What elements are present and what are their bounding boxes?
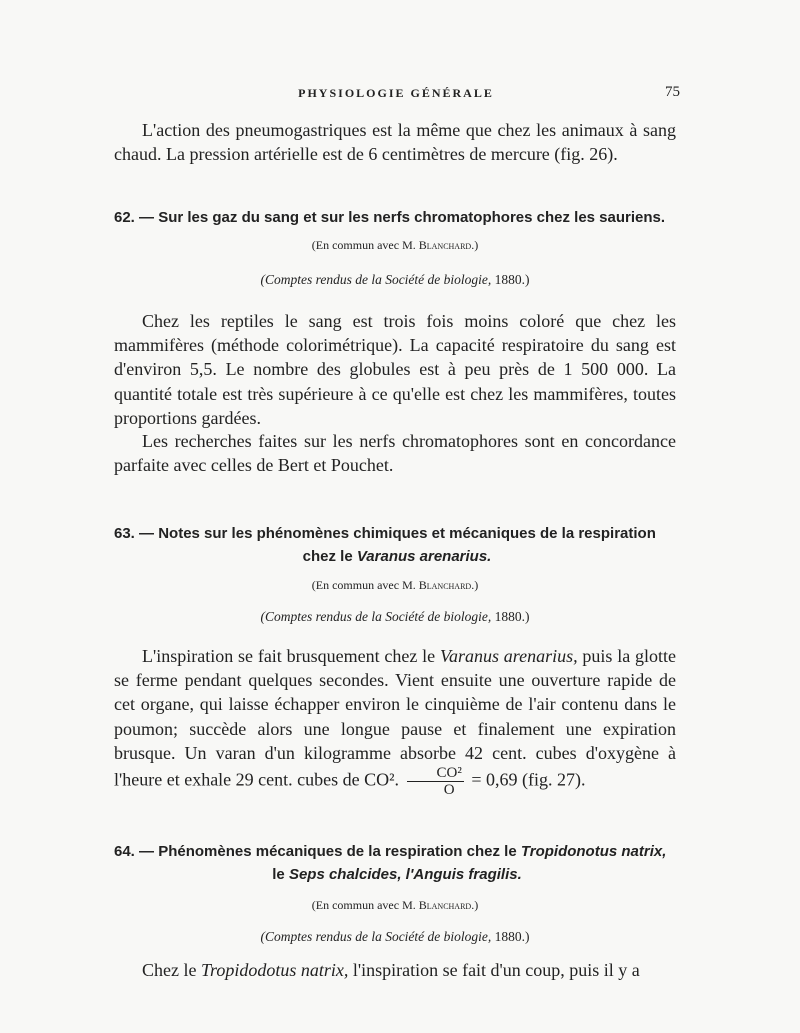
section-64-number: 64.	[114, 843, 135, 860]
section-62-source-year: 1880.)	[491, 272, 530, 287]
section-64-title-line-1: 64. — Phénomènes mécaniques de la respiration chez le Tropidonotus natrix,	[114, 843, 667, 860]
section-62-collab	[114, 238, 676, 253]
section-64-title-line-2	[114, 863, 680, 886]
section-62-number: 62.	[114, 209, 135, 226]
section-64-paragraph	[114, 958, 676, 982]
section-64-para-species: Tropidodotus natrix,	[200, 960, 349, 980]
fraction-denominator: O	[443, 782, 455, 799]
section-63-paragraph	[114, 644, 676, 798]
section-63-title	[114, 522, 680, 568]
section-64-collab-suffix: .)	[471, 898, 479, 912]
section-64-source	[114, 929, 676, 945]
section-62-collab-name: Blanchard	[418, 238, 472, 252]
section-63-source	[114, 609, 676, 625]
section-63-source-title: (Comptes rendus de la Société de biologie,	[260, 609, 492, 624]
section-63-title-species: Varanus arenarius.	[356, 548, 492, 565]
section-62-title-line: 62. — Sur les gaz du sang et sur les nerfs chromatophores chez les sauriens.	[114, 209, 666, 226]
section-63-collab-prefix: (En commun avec M.	[311, 578, 419, 592]
section-63-collab	[114, 578, 676, 593]
section-62-title	[114, 206, 680, 229]
section-63-source-year: 1880.)	[491, 609, 530, 624]
section-64-title-species-2: Seps chalcides, l'Anguis fragilis.	[288, 866, 522, 883]
page-number: 75	[665, 84, 680, 100]
section-62-title-text: Sur les gaz du sang et sur les nerfs chromatophores chez les sauriens.	[158, 209, 666, 226]
section-64-title-plain: Phénomènes mécaniques de la respiration chez le	[158, 843, 521, 860]
section-64-collab	[114, 898, 676, 913]
section-62-paragraph-1: Chez les reptiles le sang est trois fois moins coloré que chez les mammifères (méthode colorimétrique). La capacité respiratoire du sang est d'environ 5,5. Le nombre des globules est à peu près de 1 500 000. La quantité totale est très supérieure à ce qu'elle est chez les mammifères, toutes proportions gardées.	[114, 311, 676, 428]
section-63-collab-suffix: .)	[471, 578, 479, 592]
section-62-collab-suffix: .)	[471, 238, 479, 252]
section-63-para-start: L'inspiration se fait brusquement chez le	[142, 646, 440, 666]
section-62-source	[114, 272, 676, 288]
section-64-para-rest: l'inspiration se fait d'un coup, puis il y a	[348, 960, 640, 980]
section-64-title	[114, 840, 680, 886]
section-63-title-line-1: 63. — Notes sur les phénomènes chimiques et mécaniques de la respiration	[114, 525, 656, 542]
section-63-collab-name: Blanchard	[418, 578, 472, 592]
section-62-collab-prefix: (En commun avec M.	[311, 238, 419, 252]
intro-paragraph: L'action des pneumogastriques est la même que chez les animaux à sang chaud. La pression artérielle est de 6 centimètres de mercure (fig. 26).	[114, 120, 676, 165]
section-64-title-line2-plain: le	[272, 866, 289, 883]
section-63-para-end: = 0,69 (fig. 27).	[471, 769, 586, 790]
section-64-collab-name: Blanchard	[418, 898, 472, 912]
section-63-title-text: Notes sur les phénomènes chimiques et mécaniques de la respiration	[158, 525, 656, 542]
section-62-source-title: (Comptes rendus de la Société de biologie,	[260, 272, 492, 287]
co2-ratio-fraction	[407, 765, 464, 798]
fraction-numerator: CO²	[407, 765, 464, 782]
section-64-source-title: (Comptes rendus de la Société de biologie,	[260, 929, 492, 944]
section-63-title-line-2	[114, 545, 680, 568]
section-63-para-rest: puis la glotte se ferme pendant quelques secondes. Vient ensuite une ouverture rapide de cet organe, qui laisse échapper environ le cinquième de l'air contenu dans le poumon; succède alors une longue pause et finalement une expiration brusque. Un varan d'un kilogramme absorbe 42 cent. cubes d'oxygène à l'heure et exhale 29 cent. cubes de CO².	[114, 646, 676, 790]
section-64-collab-prefix: (En commun avec M.	[311, 898, 419, 912]
section-64-para-start: Chez le	[142, 960, 201, 980]
running-head	[112, 86, 680, 106]
running-title: PHYSIOLOGIE GÉNÉRALE	[298, 86, 494, 100]
section-62-paragraph-2: Les recherches faites sur les nerfs chromatophores sont en concordance parfaite avec celles de Bert et Pouchet.	[114, 431, 676, 476]
section-63-number: 63.	[114, 525, 135, 542]
section-64-source-year: 1880.)	[491, 929, 530, 944]
section-63-para-species: Varanus arenarius,	[439, 646, 578, 666]
section-64-title-species-1: Tropidonotus natrix,	[520, 843, 667, 860]
section-63-title-plain: chez le	[302, 548, 357, 565]
